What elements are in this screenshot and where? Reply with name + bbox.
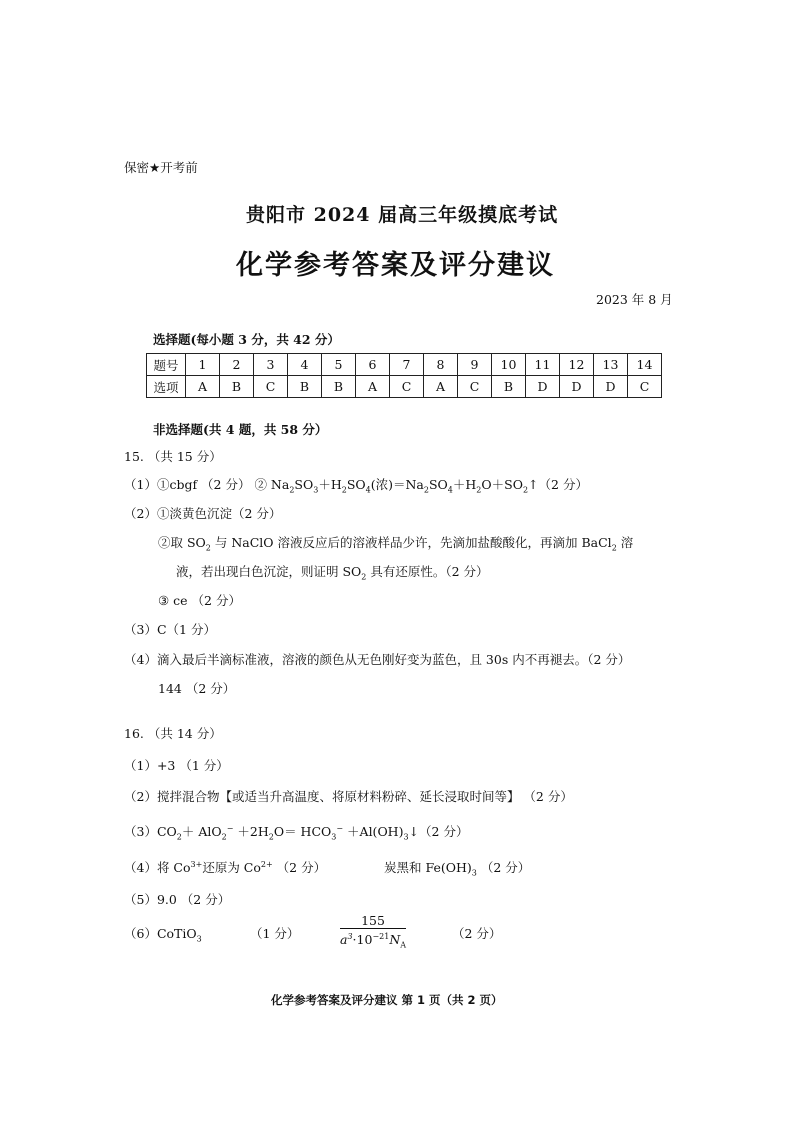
question-number-cell: 7 — [390, 354, 424, 376]
question-number-cell: 4 — [288, 354, 322, 376]
question-number-cell: 5 — [322, 354, 356, 376]
question-number-cell: 10 — [492, 354, 526, 376]
question-number-cell: 2 — [220, 354, 254, 376]
q16-header: 16. （共 14 分） — [124, 726, 222, 741]
answer-cell: A — [356, 376, 390, 398]
answer-cell: D — [560, 376, 594, 398]
table-row — [147, 376, 662, 398]
fraction-numerator: 155 — [340, 913, 406, 929]
q16-part4-b: 炭黑和 $Fe(OH)_3$ （2 分） — [384, 860, 531, 878]
q16-part3: $(3)CO_2+ AlO_2^- +2H_2O= HCO_3^-$ $+Al(OH)_3↓(2$ 分） — [124, 823, 469, 842]
question-number-cell: 9 — [458, 354, 492, 376]
question-number-cell: 8 — [424, 354, 458, 376]
exam-title: 贵阳市 2024 届高三年级摸底考试 — [246, 204, 559, 226]
q15-part4: （4）滴入最后半滴标准液，溶液的颜色从无色刚好变为蓝色，且 30s 内不再褪去。（2 分） — [124, 652, 631, 667]
q15-header: 15. （共 15 分） — [124, 449, 222, 464]
question-number-cell: 14 — [628, 354, 662, 376]
question-number-cell: 6 — [356, 354, 390, 376]
row-label-answers: 选项 — [147, 376, 186, 398]
q15-part2-2-cont: 液，若出现白色沉淀，则证明 $SO_2$ 具有还原性。（2 分） — [176, 564, 489, 582]
answer-cell: B — [288, 376, 322, 398]
answer-cell: C — [628, 376, 662, 398]
nonmc-heading: 非选择题(共 4 题，共 58 分） — [153, 422, 328, 437]
doc-title: 化学参考答案及评分建议 — [236, 250, 555, 281]
confidential-label: 保密★开考前 — [124, 160, 198, 175]
q16-fraction — [340, 913, 406, 953]
question-number-cell: 12 — [560, 354, 594, 376]
q16-part6-score2: （2 分） — [452, 926, 502, 941]
answer-cell: D — [594, 376, 628, 398]
answer-cell: A — [186, 376, 220, 398]
answer-cell: B — [492, 376, 526, 398]
answer-cell: C — [390, 376, 424, 398]
q15-part4-answer: 144 （2 分） — [158, 681, 236, 696]
doc-date: 2023 年 8 月 — [596, 292, 673, 307]
mc-heading: 选择题(每小题 3 分，共 42 分） — [153, 332, 340, 347]
table-row — [147, 354, 662, 376]
q15-part2-3: ③ ce （2 分） — [158, 593, 241, 608]
answer-cell: D — [526, 376, 560, 398]
q16-part1: （1）+3 （1 分） — [124, 758, 229, 773]
q16-part2: （2）搅拌混合物【或适当升高温度、将原材料粉碎、延长浸取时间等】 （2 分） — [124, 789, 573, 804]
fraction-denominator: $a^3\cdot 10^{-21}N_A$ — [340, 932, 407, 950]
question-number-cell: 11 — [526, 354, 560, 376]
question-number-cell: 1 — [186, 354, 220, 376]
answer-cell: C — [254, 376, 288, 398]
q16-part6: （6）CoTiO$_3$ — [124, 926, 202, 944]
q15-part2-2: ②取 $SO_2$ 与 NaClO 溶液反应后的溶液样品少许，先滴加盐酸酸化，再滴加 BaCl$_2$ 溶 — [158, 535, 634, 553]
answer-cell: B — [322, 376, 356, 398]
q16-part6-score1: （1 分） — [250, 926, 300, 941]
q15-part3: （3）C（1 分） — [124, 622, 216, 637]
q16-part5: （5）9.0 （2 分） — [124, 892, 231, 907]
row-label-numbers: 题号 — [147, 354, 186, 376]
q15-part2-1: （2）①淡黄色沉淀（2 分） — [124, 506, 282, 521]
question-number-cell: 13 — [594, 354, 628, 376]
answer-table — [146, 353, 662, 398]
question-number-cell: 3 — [254, 354, 288, 376]
page-footer: 化学参考答案及评分建议 第 1 页（共 2 页） — [271, 993, 503, 1007]
q16-part4: （4）将 $Co^{3+}$还原为 $Co^{2+}$ （2 分） — [124, 859, 327, 875]
q15-part1: （1）①cbgf （2 分） ② $Na_2SO_3+H_2SO_4$(浓)$=Na_2SO_4+H_2O+SO_2↑(2$ 分） — [124, 477, 588, 495]
answer-cell: C — [458, 376, 492, 398]
answer-cell: A — [424, 376, 458, 398]
answer-cell: B — [220, 376, 254, 398]
